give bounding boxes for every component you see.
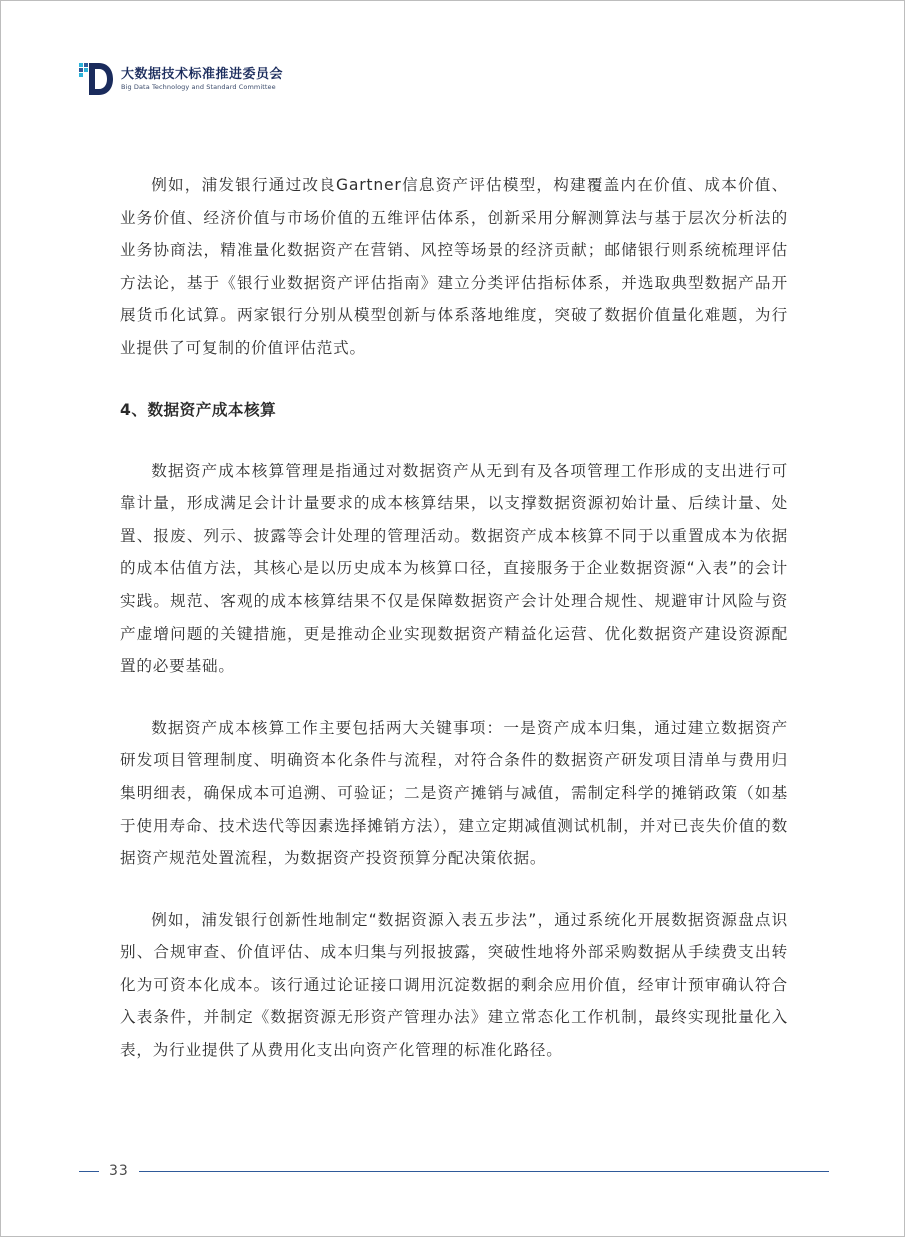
footer-rule-right	[139, 1171, 829, 1172]
page-number: 33	[109, 1163, 129, 1179]
committee-logo-icon	[79, 61, 115, 97]
paragraph-2: 数据资产成本核算管理是指通过对数据资产从无到有及各项管理工作形成的支出进行可靠计量，形成满足会计计量要求的成本核算结果，以支撑数据资源初始计量、后续计量、处置、报废、列示、披露等会计处理的管理活动。数据资产成本核算不同于以重置成本为依据的成本估值方法，其核心是以历史成本为核算口径，直接服务于企业数据资源“入表”的会计实践。规范、客观的成本核算结果不仅是保障数据资产会计处理合规性、规避审计风险与资产虚增问题的关键措施，更是推动企业实现数据资产精益化运营、优化数据资产建设资源配置的必要基础。	[120, 461, 788, 676]
paragraph-1: 例如，浦发银行通过改良Gartner信息资产评估模型，构建覆盖内在价值、成本价值、业务价值、经济价值与市场价值的五维评估体系，创新采用分解测算法与基于层次分析法的业务协商法，精准量化数据资产在营销、风控等场景的经济贡献；邮储银行则系统梳理评估方法论，基于《银行业数据资产评估指南》建立分类评估指标体系，并选取典型数据产品开展货币化试算。两家银行分别从模型创新与体系落地维度，突破了数据价值量化难题，为行业提供了可复制的价值评估范式。	[120, 176, 788, 357]
section-heading: 4、数据资产成本核算	[120, 400, 277, 419]
footer-rule-left	[79, 1171, 99, 1172]
paragraph-4: 例如，浦发银行创新性地制定“数据资源入表五步法”，通过系统化开展数据资源盘点识别、合规审查、价值评估、成本归集与列报披露，突破性地将外部采购数据从手续费支出转化为可资本化成本。该行通过论证接口调用沉淀数据的剩余应用价值，经审计预审确认符合入表条件，并制定《数据资源无形资产管理办法》建立常态化工作机制，最终实现批量化入表，为行业提供了从费用化支出向资产化管理的标准化路径。	[120, 910, 788, 1060]
org-name-en: Big Data Technology and Standard Committee	[121, 82, 276, 91]
footer	[79, 1159, 829, 1183]
main-content	[120, 169, 788, 1096]
logo-text	[121, 68, 283, 91]
header	[79, 59, 283, 99]
org-name-cn: 大数据技术标准推进委员会	[121, 66, 284, 82]
paragraph-3: 数据资产成本核算工作主要包括两大关键事项：一是资产成本归集，通过建立数据资产研发项目管理制度、明确资本化条件与流程，对符合条件的数据资产研发项目清单与费用归集明细表，确保成本可追溯、可验证；二是资产摊销与减值，需制定科学的摊销政策（如基于使用寿命、技术迭代等因素选择摊销方法），建立定期减值测试机制，并对已丧失价值的数据资产规范处置流程，为数据资产投资预算分配决策依据。	[120, 718, 788, 868]
